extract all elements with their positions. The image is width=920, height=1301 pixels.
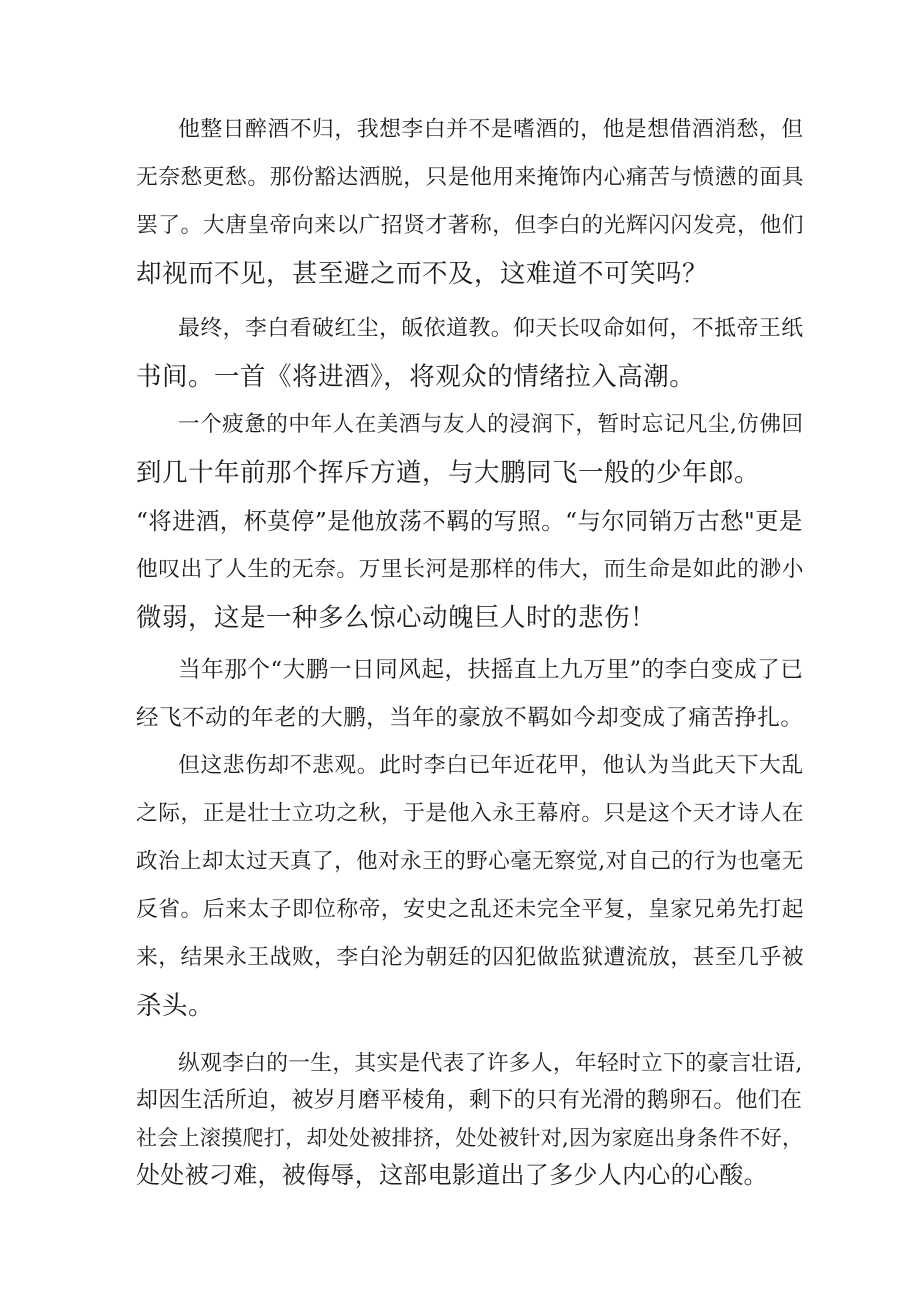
paragraph-6-line-6: 杀头。 — [136, 991, 215, 1021]
paragraph-2-line-1: 最终，李白看破红尘，皈依道教。仰天长叹命如何，不抵帝王纸 — [178, 316, 804, 341]
paragraph-5-line-2: 经飞不动的年老的大鹏，当年的豪放不羁如今却变成了痛苦挣扎。 — [136, 705, 804, 731]
paragraph-3-line-1: 一个疲惫的中年人在美酒与友人的浸润下，暂时忘记凡尘,仿佛回 — [178, 412, 804, 437]
paragraph-7-line-3: 社会上滚摸爬打，却处处被排挤，处处被针对,因为家庭出身条件不好， — [136, 1126, 804, 1150]
paragraph-7-line-1: 纵观李白的一生，其实是代表了许多人，年轻时立下的豪言壮语, — [178, 1051, 803, 1076]
paragraph-1-line-1: 他整日醉酒不归，我想李白并不是嗜酒的，他是想借酒消愁，但 — [178, 117, 804, 142]
paragraph-1-line-3: 罢了。大唐皇帝向来以广招贤才著称，但李白的光辉闪闪发亮，他们 — [136, 213, 804, 238]
paragraph-7-line-4: 处处被刁难，被侮辱，这部电影道出了多少人内心的心酸。 — [136, 1161, 768, 1189]
paragraph-3-line-2: 到几十年前那个挥斥方遒，与大鹏同飞一般的少年郎。 — [136, 458, 761, 488]
paragraph-6-line-4: 反省。后来太子即位称帝，安史之乱还未完全平复，皇家兄弟先打起 — [136, 897, 804, 922]
paragraph-1-line-2: 无奈愁更愁。那份豁达洒脱，只是他用来掩饰内心痛苦与愤懑的面具 — [136, 165, 804, 190]
paragraph-4-line-1: “将进酒，杯莫停”是他放荡不羁的写照。“与尔同销万古愁"更是 — [136, 508, 803, 535]
paragraph-6-line-3: 政治上却太过天真了，他对永王的野心毫无察觉,对自己的行为也毫无 — [136, 849, 804, 874]
paragraph-6-line-5: 来，结果永王战败，李白沦为朝廷的囚犯做监狱遭流放，甚至几乎被 — [136, 945, 804, 970]
paragraph-7-line-2: 却因生活所迫，被岁月磨平棱角，剩下的只有光滑的鹅卵石。他们在 — [136, 1088, 803, 1113]
paragraph-5-line-1: 当年那个“大鹏一日同风起，扶摇直上九万里”的李白变成了已 — [178, 657, 804, 683]
paragraph-4-line-3: 微弱，这是一种多么惊心动魄巨人时的悲伤！ — [136, 603, 657, 633]
paragraph-2-line-2: 书间。一首《将进酒》，将观众的情绪拉入高潮。 — [136, 362, 696, 392]
paragraph-6-line-1: 但这悲伤却不悲观。此时李白已年近花甲，他认为当此天下大乱 — [178, 753, 804, 778]
paragraph-4-line-2: 他叹出了人生的无奈。万里长河是那样的伟大，而生命是如此的渺小 — [136, 557, 804, 582]
paragraph-6-line-2: 之际，正是壮士立功之秋，于是他入永王幕府。只是这个天才诗人在 — [136, 801, 804, 826]
paragraph-1-line-4: 却视而不见，甚至避之而不及，这难道不可笑吗？ — [136, 259, 709, 289]
